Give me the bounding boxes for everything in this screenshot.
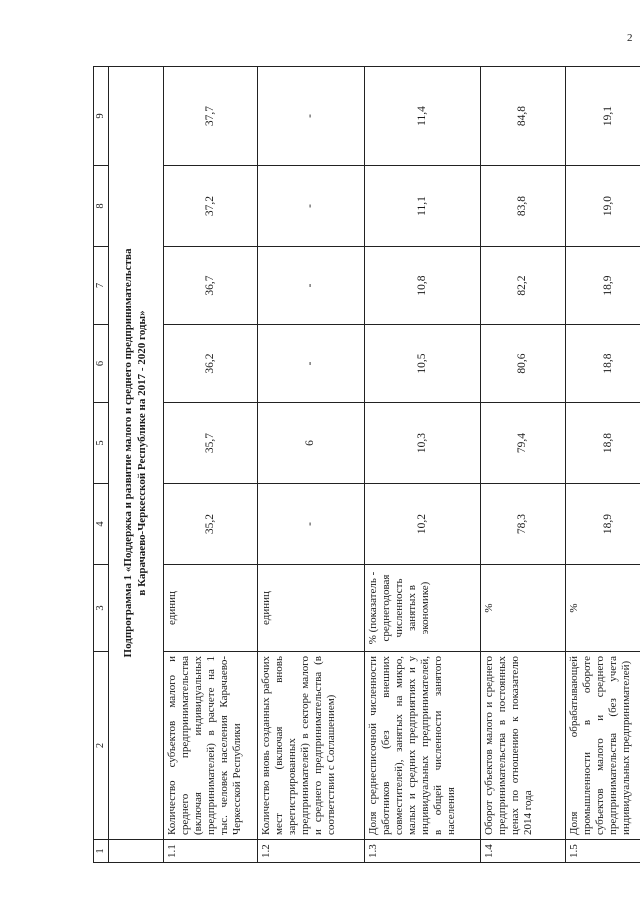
row-value: 19,1	[566, 67, 640, 166]
row-value: 36,7	[164, 247, 258, 325]
subprogram-title	[109, 67, 164, 840]
row-value: 35,2	[164, 484, 258, 565]
row-value: 10,2	[365, 484, 481, 565]
subprogram-row	[109, 67, 164, 863]
row-description: Оборот субъектов малого и среднего предпринимательства в постоянных ценах по отношению к показателю 2014 года	[481, 652, 566, 840]
row-value: 11,4	[365, 67, 481, 166]
col-number: 4	[94, 484, 109, 565]
row-unit: % (показатель - среднегодовая численность занятых в экономике)	[365, 565, 481, 652]
row-value: 18,9	[566, 247, 640, 325]
indicators-table	[93, 66, 640, 863]
row-value: 18,9	[566, 484, 640, 565]
row-value: 36,2	[164, 325, 258, 403]
row-value: 37,2	[164, 166, 258, 247]
row-unit: %	[481, 565, 566, 652]
row-description: Доля обрабатывающей промышленности в обороте субъектов малого и среднего предпринимательства (без учета индивидуальных предпринимателей)	[566, 652, 640, 840]
row-value: 19,0	[566, 166, 640, 247]
row-description: Доля среднесписочной численности работников (без внешних совместителей), занятых на микро, малых и средних предприятиях и у индивидуальных предпринимателей, в общей численности занятого населения	[365, 652, 481, 840]
row-value: 79,4	[481, 403, 566, 484]
table-row	[365, 67, 481, 863]
row-value: 10,3	[365, 403, 481, 484]
row-value: 82,2	[481, 247, 566, 325]
col-number: 7	[94, 247, 109, 325]
row-index: 1.4	[481, 840, 566, 863]
row-unit: единиц	[258, 565, 365, 652]
row-value: 80,6	[481, 325, 566, 403]
row-value: 18,8	[566, 325, 640, 403]
row-value: 84,8	[481, 67, 566, 166]
table-row	[164, 67, 258, 863]
table-row	[566, 67, 640, 863]
col-number: 9	[94, 67, 109, 166]
col-number: 1	[94, 840, 109, 863]
row-value: 78,3	[481, 484, 566, 565]
row-value: -	[258, 484, 365, 565]
row-value: 11,1	[365, 166, 481, 247]
row-index: 1.3	[365, 840, 481, 863]
page-number: 2	[627, 32, 633, 44]
col-number: 8	[94, 166, 109, 247]
row-unit: единиц	[164, 565, 258, 652]
table-row	[258, 67, 365, 863]
row-index: 1.5	[566, 840, 640, 863]
row-value: -	[258, 325, 365, 403]
row-value: -	[258, 166, 365, 247]
row-value: 10,8	[365, 247, 481, 325]
subprogram-title-line2: в Карачаево-Черкесской Республике на 2017 - 2020 годы»	[136, 310, 148, 596]
subprogram-index-cell	[109, 840, 164, 863]
row-index: 1.1	[164, 840, 258, 863]
row-unit: %	[566, 565, 640, 652]
row-description: Количество вновь созданных рабочих мест (включая вновь зарегистрированных предпринимателей) в секторе малого и среднего предпринимательства (в соответствии с Соглашением)	[258, 652, 365, 840]
row-value: -	[258, 247, 365, 325]
row-description: Количество субъектов малого и среднего предпринимательства (включая индивидуальных предпринимателей) в расчете на 1 тыс. человек населения Карачаево-Черкесской Республики	[164, 652, 258, 840]
table-row	[481, 67, 566, 863]
row-value: 6	[258, 403, 365, 484]
row-value: 10,5	[365, 325, 481, 403]
col-number: 5	[94, 403, 109, 484]
rotated-table-stage	[93, 67, 632, 863]
col-number: 2	[94, 652, 109, 840]
subprogram-title-line1: Подпрограмма 1 «Поддержка и развитие малого и среднего предпринимательства	[122, 248, 135, 658]
row-value: 35,7	[164, 403, 258, 484]
row-value: 18,8	[566, 403, 640, 484]
row-value: 37,7	[164, 67, 258, 166]
column-number-row	[94, 67, 109, 863]
row-value: 83,8	[481, 166, 566, 247]
row-value: -	[258, 67, 365, 166]
col-number: 6	[94, 325, 109, 403]
row-index: 1.2	[258, 840, 365, 863]
col-number: 3	[94, 565, 109, 652]
